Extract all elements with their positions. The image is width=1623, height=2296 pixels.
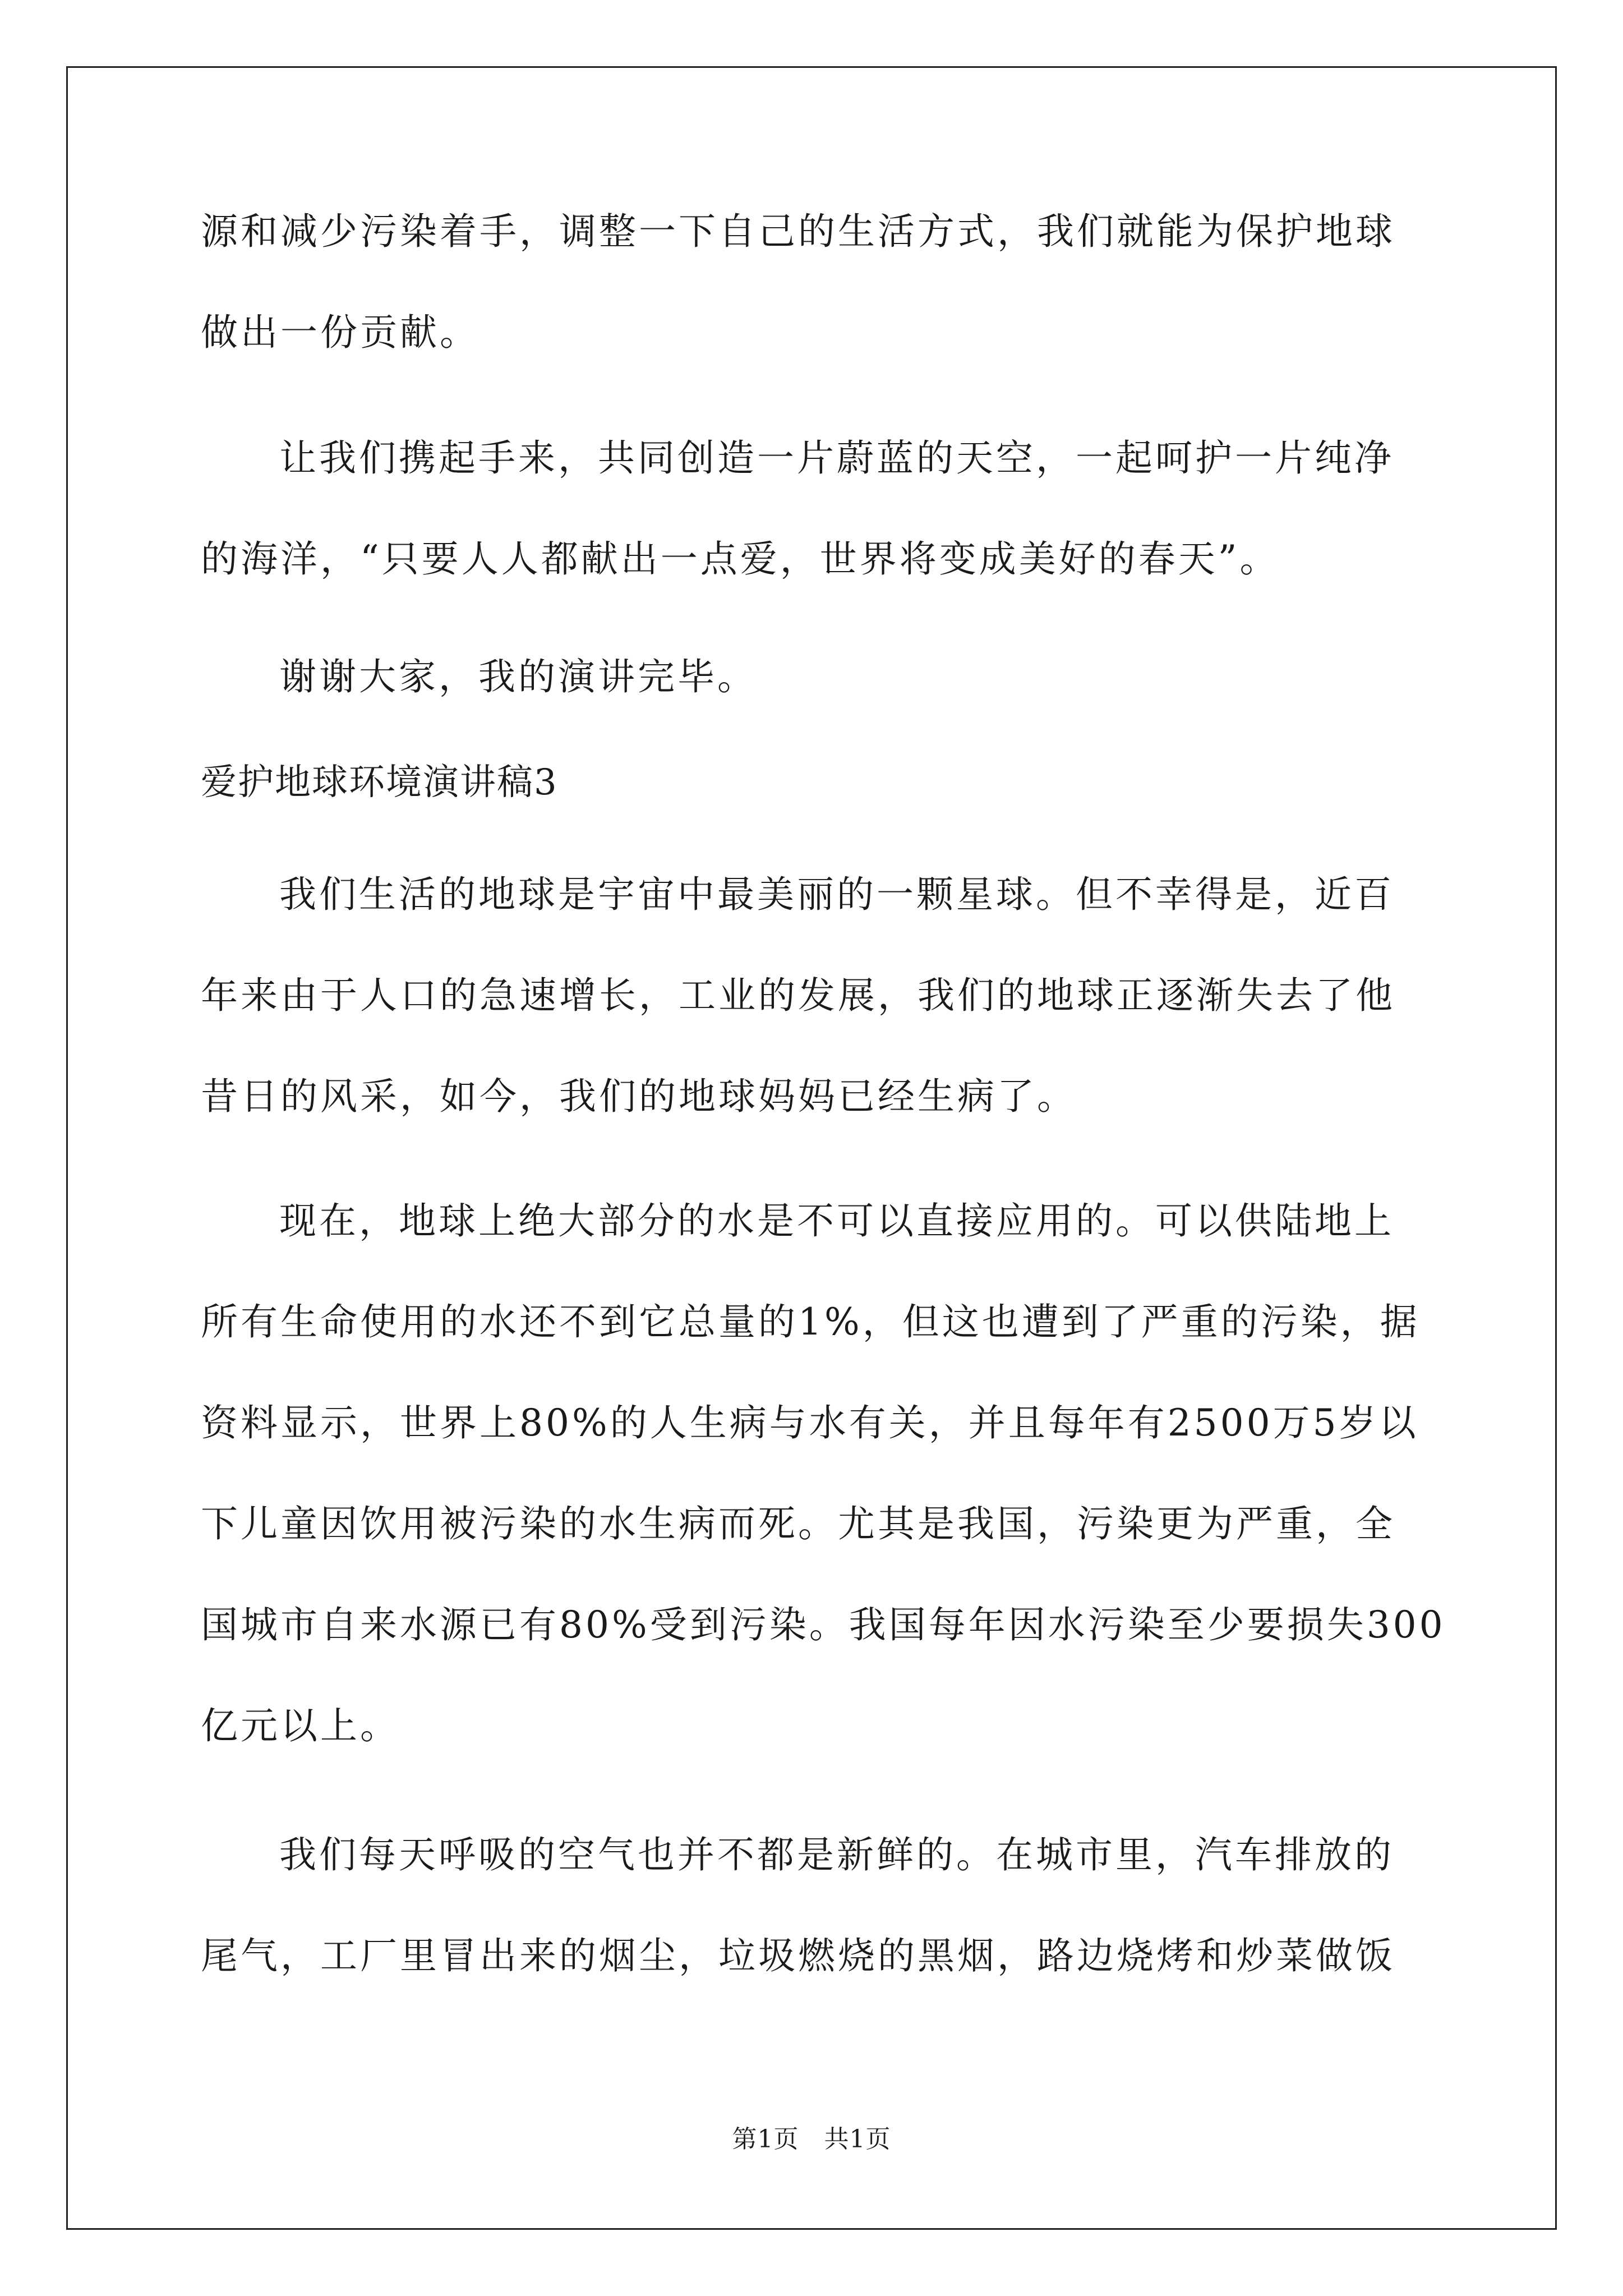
- paragraph-line: 资料显示，世界上80%的人生病与水有关，并且每年有2500万5岁以: [201, 1401, 1419, 1444]
- page-number-footer: 第1页 共1页: [732, 2125, 891, 2154]
- paragraph-line: 昔日的风采，如今，我们的地球妈妈已经生病了。: [201, 1075, 1077, 1118]
- paragraph-line: 源和减少污染着手，调整一下自己的生活方式，我们就能为保护地球: [201, 210, 1395, 253]
- paragraph-line: 谢谢大家，我的演讲完毕。: [279, 655, 757, 698]
- paragraph-line: 亿元以上。: [201, 1704, 400, 1747]
- paragraph-line: 国城市自来水源已有80%受到污染。我国每年因水污染至少要损失300: [201, 1603, 1446, 1646]
- paragraph-line: 做出一份贡献。: [201, 311, 479, 354]
- section-heading: 爱护地球环境演讲稿3: [201, 762, 558, 803]
- paragraph-line: 下儿童因饮用被污染的水生病而死。尤其是我国，污染更为严重，全: [201, 1502, 1395, 1545]
- paragraph-line: 现在，地球上绝大部分的水是不可以直接应用的。可以供陆地上: [279, 1199, 1394, 1243]
- page-border: [66, 66, 1557, 2230]
- paragraph-line: 我们每天呼吸的空气也并不都是新鲜的。在城市里，汽车排放的: [279, 1833, 1394, 1876]
- paragraph-line: 让我们携起手来，共同创造一片蔚蓝的天空，一起呵护一片纯净: [279, 436, 1394, 480]
- paragraph-line: 所有生命使用的水还不到它总量的1%，但这也遭到了严重的污染，据: [201, 1300, 1420, 1343]
- paragraph-line: 年来由于人口的急速增长，工业的发展，我们的地球正逐渐失去了他: [201, 974, 1395, 1017]
- paragraph-line: 我们生活的地球是宇宙中最美丽的一颗星球。但不幸得是，近百: [279, 873, 1394, 916]
- paragraph-line: 的海洋，“只要人人都献出一点爱，世界将变成美好的春天”。: [201, 537, 1280, 581]
- paragraph-line: 尾气，工厂里冒出来的烟尘，垃圾燃烧的黑烟，路边烧烤和炒菜做饭: [201, 1934, 1395, 1977]
